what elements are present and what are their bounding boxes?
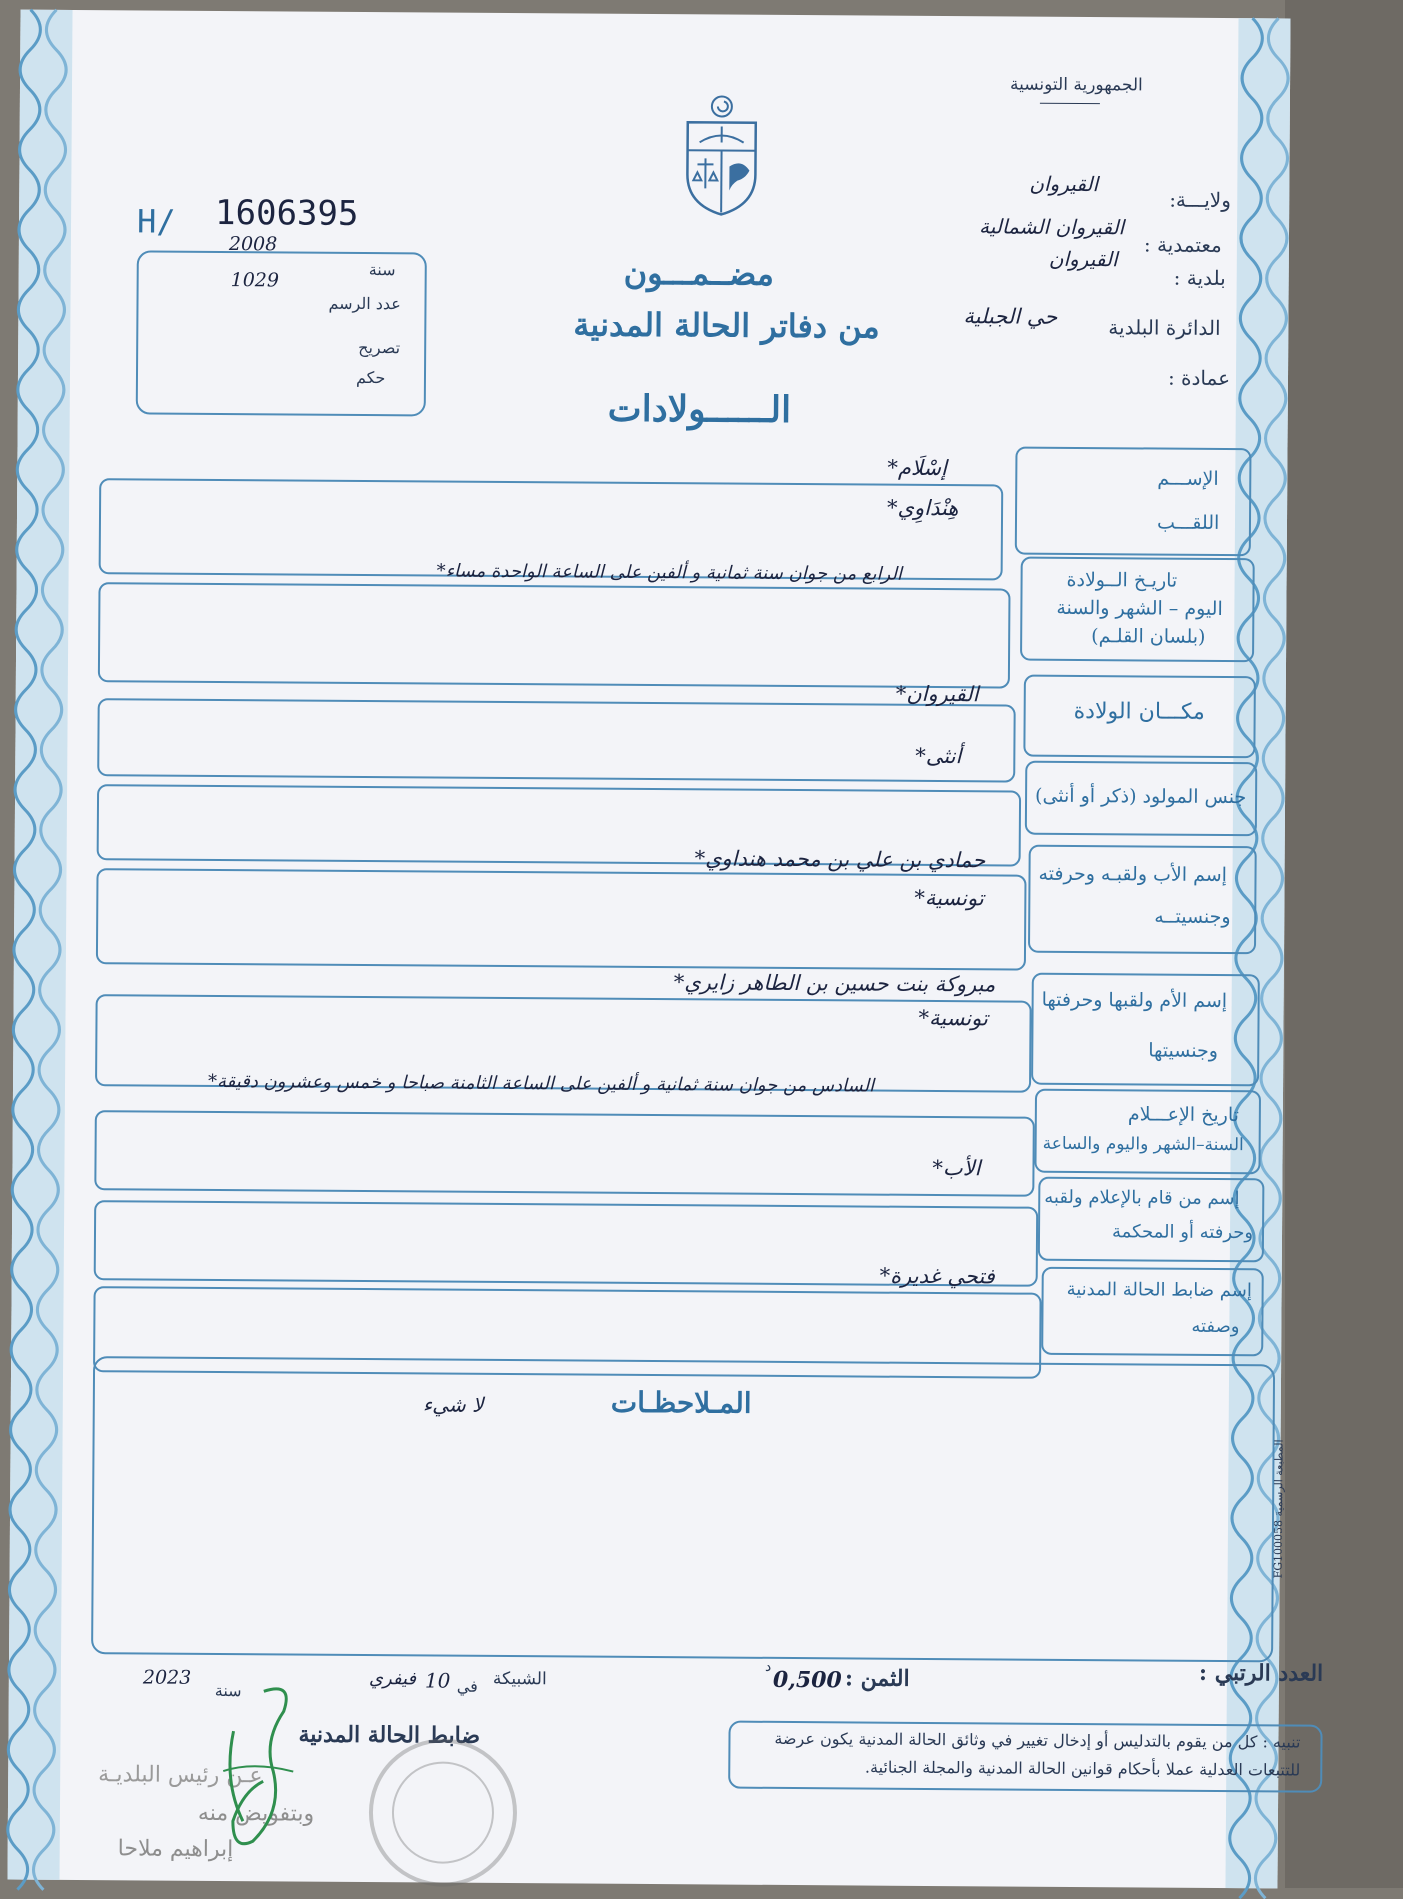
section-title: الــــــولادات bbox=[608, 388, 792, 431]
label-birth-date: تاريـخ الــولادة bbox=[1066, 565, 1177, 596]
footer-year: 2023 bbox=[143, 1666, 192, 1688]
republic-heading: الجمهورية التونسية bbox=[1010, 74, 1143, 95]
footer-day: 10 bbox=[425, 1668, 451, 1692]
value-declaration-date: السادس من جوان سنة ثمانية و ألفين على الساعة الثامنة صباحا و خمس وعشرون دقيقة* bbox=[208, 1071, 874, 1097]
label-declarant-trade: وحرفته أو المحكمة bbox=[1112, 1217, 1253, 1248]
stamp-line-3: إبراهيم ملاحا bbox=[118, 1836, 234, 1862]
label-father: إسم الأب ولقبـه وحرفته bbox=[1038, 859, 1227, 890]
value-box-birth-date bbox=[98, 582, 1011, 688]
value-sex: أنثى* bbox=[915, 744, 961, 768]
daira-label: الدائرة البلدية bbox=[1108, 315, 1220, 340]
label-birth-place: مكـــان الولادة bbox=[1074, 697, 1205, 728]
footer-place: الشبيكة bbox=[493, 1669, 547, 1689]
label-father-nationality: وجنسيتــه bbox=[1154, 902, 1231, 933]
value-surname: هِنْدَاوِي* bbox=[887, 496, 959, 520]
price-unit: د bbox=[765, 1659, 771, 1675]
register-year-label: سنة bbox=[369, 260, 396, 279]
label-name: الإســـم bbox=[1157, 464, 1219, 494]
value-birth-date: الرابع من جوان سنة ثمانية و ألفين على الساعة الواحدة مساء* bbox=[437, 561, 902, 585]
label-declaration-date-parts: السنة–الشهر واليوم والساعة bbox=[1043, 1129, 1244, 1160]
value-box-birth-place bbox=[97, 698, 1016, 782]
title-line2: من دفاتر الحالة المدنية bbox=[573, 305, 880, 345]
label-declaration-date: تاريخ الإعـــلام bbox=[1128, 1099, 1239, 1130]
serial-no-label: العدد الرتبي : bbox=[1199, 1660, 1323, 1687]
serial-prefix: H/ bbox=[137, 202, 176, 240]
value-box-father bbox=[96, 868, 1027, 970]
label-declarant: إسم من قام بالإعلام ولقبه bbox=[1044, 1183, 1239, 1214]
footer-date-prefix: في bbox=[457, 1677, 478, 1696]
footer-year-label: سنة bbox=[215, 1681, 242, 1700]
label-officer: إسم ضابط الحالة المدنية bbox=[1067, 1275, 1252, 1306]
label-birth-date-parts: اليوم – الشهر والسنة bbox=[1056, 593, 1223, 624]
label-mother-nationality: وجنسيتها bbox=[1148, 1035, 1218, 1065]
register-judgment-label: حكم bbox=[356, 368, 386, 387]
stamp-line-1: عـن رئيس البلديـة bbox=[98, 1762, 263, 1788]
value-officer-name: فتحي غديرة* bbox=[880, 1264, 995, 1289]
left-guilloche-border bbox=[7, 10, 72, 1880]
label-sex: جنس المولود (ذكر أو أنثى) bbox=[1035, 781, 1246, 812]
republic-underline bbox=[1040, 103, 1100, 104]
birth-certificate-document bbox=[7, 10, 1290, 1889]
remarks-value: لا شيء bbox=[423, 1392, 484, 1416]
green-handwritten-signature bbox=[203, 1671, 314, 1862]
register-declaration-label: تصريح bbox=[358, 338, 400, 357]
warning-text: تنبيه : كل من يقوم بالتدليس أو إدخال تغيير في وثائق الحالة المدنية يكون عرضة للتتبعات العدلية عملا بأحكام قوانين الحالة المدنية والمجلة الجنائية. bbox=[748, 1725, 1300, 1785]
label-mother: إسم الأم ولقبها وحرفتها bbox=[1042, 985, 1228, 1016]
imada-label: عمادة : bbox=[1168, 366, 1230, 390]
title-line1: مضــمـــون bbox=[624, 254, 775, 293]
officer-signature-title: ضابط الحالة المدنية bbox=[298, 1722, 480, 1749]
register-number-value: 1029 bbox=[231, 269, 280, 291]
baladiya-label: بلدية : bbox=[1174, 266, 1226, 290]
value-father-nationality: تونسية* bbox=[914, 886, 984, 910]
stamp-line-2: وبتفويض منه bbox=[198, 1801, 314, 1827]
side-printer-mark: المطبعة الرسمية FG100058 bbox=[1272, 1439, 1286, 1578]
serial-number: 1606395 bbox=[215, 193, 359, 234]
value-father-name: حمادي بن علي بن محمد هنداوي* bbox=[695, 846, 986, 872]
municipal-round-stamp-icon bbox=[347, 1732, 538, 1893]
mutamadiya-label: معتمدية : bbox=[1144, 232, 1222, 257]
background-table bbox=[1285, 0, 1403, 1888]
value-first-name: إسْلَام* bbox=[887, 456, 947, 480]
mutamadiya-value: القيروان الشمالية bbox=[979, 214, 1124, 239]
value-mother-name: مبروكة بنت حسين بن الطاهر زايري* bbox=[674, 970, 996, 996]
footer-month: فيفري bbox=[369, 1668, 416, 1689]
value-declarant: الأب* bbox=[932, 1156, 980, 1180]
label-officer-title: وصفته bbox=[1191, 1312, 1239, 1342]
register-year-value: 2008 bbox=[229, 233, 278, 255]
value-birth-place: القيروان* bbox=[896, 682, 979, 707]
wilaya-value: القيروان bbox=[1029, 172, 1098, 196]
price-label: الثمن : bbox=[845, 1665, 910, 1691]
label-surname: اللقـــب bbox=[1157, 508, 1220, 538]
baladiya-value: القيروان bbox=[1049, 247, 1118, 271]
tunisia-coat-of-arms-icon bbox=[679, 92, 764, 219]
value-mother-nationality: تونسية* bbox=[918, 1006, 988, 1030]
daira-value: حي الجبلية bbox=[963, 304, 1057, 329]
value-box-declaration-date bbox=[94, 1110, 1035, 1197]
register-number-label: عدد الرسم bbox=[328, 294, 400, 314]
price-value: 0,500 bbox=[773, 1667, 842, 1693]
wilaya-label: ولايـــة: bbox=[1169, 188, 1231, 212]
label-birth-date-note: (بلسان القلـم) bbox=[1091, 621, 1206, 652]
remarks-label: المـلاحظـات bbox=[611, 1386, 752, 1420]
